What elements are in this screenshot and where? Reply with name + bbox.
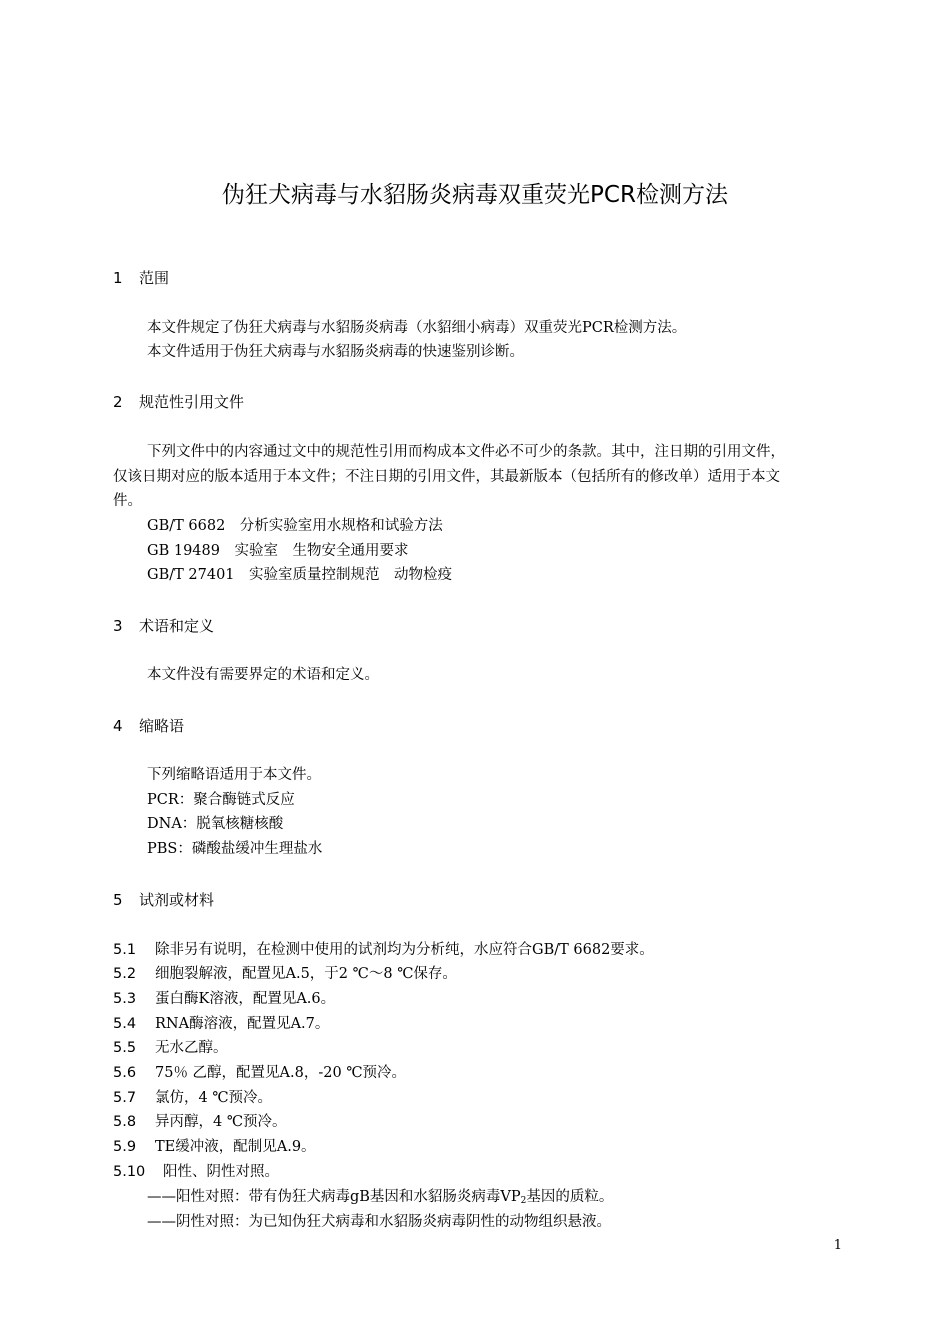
section-title: 缩略语	[139, 717, 185, 735]
list-item	[113, 1136, 316, 1158]
item-text: 蛋白酶K溶液，配置见A.6。	[155, 991, 336, 1007]
list-item	[113, 1087, 272, 1109]
paragraph-line: 仅该日期对应的版本适用于本文件；不注日期的引用文件，其最新版本（包括所有的修改单）适用于本文	[113, 469, 780, 485]
list-item	[113, 939, 654, 961]
item-number: 5.6	[113, 1065, 137, 1081]
item-text: 无水乙醇。	[155, 1040, 228, 1056]
section-5-heading	[113, 889, 214, 911]
item-text: 75％ 乙醇，配置见A.8，-20 ℃预冷。	[155, 1065, 407, 1081]
paragraph-line: 件。	[113, 493, 142, 509]
paragraph: 本文件适用于伪狂犬病毒与水貂肠炎病毒的快速鉴别诊断。	[147, 344, 524, 360]
positive-control	[147, 1186, 613, 1212]
abbreviation-item: DNA：脱氧核糖核酸	[147, 816, 284, 832]
item-number: 5.4	[113, 1016, 137, 1032]
list-item	[113, 1013, 329, 1035]
paragraph: 下列缩略语适用于本文件。	[147, 767, 321, 783]
paragraph: 本文件规定了伪狂犬病毒与水貂肠炎病毒（水貂细小病毒）双重荧光PCR检测方法。	[147, 320, 687, 336]
item-text: 除非另有说明，在检测中使用的试剂均为分析纯，水应符合GB/T 6682要求。	[155, 942, 654, 958]
section-number: 2	[113, 393, 123, 411]
section-title: 术语和定义	[139, 617, 215, 635]
section-title: 范围	[139, 269, 170, 287]
list-item	[113, 1037, 228, 1059]
list-item	[113, 963, 457, 985]
item-text: 细胞裂解液，配置见A.5，于2 ℃～8 ℃保存。	[155, 966, 457, 982]
item-number: 5.2	[113, 966, 137, 982]
item-text: RNA酶溶液，配置见A.7。	[155, 1016, 330, 1032]
abbreviation-item: PCR：聚合酶链式反应	[147, 792, 295, 808]
paragraph: 本文件没有需要界定的术语和定义。	[147, 667, 379, 683]
section-title: 规范性引用文件	[139, 393, 245, 411]
section-2-heading	[113, 391, 244, 413]
section-number: 3	[113, 617, 123, 635]
item-number: 5.1	[113, 942, 137, 958]
item-number: 5.5	[113, 1040, 137, 1056]
reference-item: GB/T 6682 分析实验室用水规格和试验方法	[147, 518, 443, 534]
section-number: 1	[113, 269, 123, 287]
negative-control: ——阴性对照：为已知伪狂犬病毒和水貂肠炎病毒阴性的动物组织悬液。	[147, 1214, 611, 1230]
list-item	[113, 1111, 287, 1133]
list-item	[113, 988, 335, 1010]
item-text: 氯仿，4 ℃预冷。	[155, 1090, 273, 1106]
reference-item: GB 19489 实验室 生物安全通用要求	[147, 543, 409, 559]
section-number: 5	[113, 891, 123, 909]
item-number: 5.8	[113, 1114, 137, 1130]
item-number: 5.3	[113, 991, 137, 1007]
abbreviation-item: PBS：磷酸盐缓冲生理盐水	[147, 841, 323, 857]
section-number: 4	[113, 717, 123, 735]
positive-control-text: ——阳性对照：带有伪狂犬病毒gB基因和水貂肠炎病毒VP	[147, 1189, 521, 1205]
item-number: 5.9	[113, 1139, 137, 1155]
document-title: 伪狂犬病毒与水貂肠炎病毒双重荧光PCR检测方法	[222, 182, 728, 208]
item-text: 异丙醇，4 ℃预冷。	[155, 1114, 287, 1130]
item-text: TE缓冲液，配制见A.9。	[155, 1139, 316, 1155]
item-text: 阳性、阴性对照。	[163, 1164, 279, 1180]
list-item	[113, 1062, 406, 1084]
item-number: 5.10	[113, 1164, 146, 1180]
section-3-heading	[113, 615, 214, 637]
positive-control-text-end: 基因的质粒。	[526, 1189, 614, 1205]
item-number: 5.7	[113, 1090, 137, 1106]
subscript: 2	[520, 1196, 527, 1206]
list-item	[113, 1161, 279, 1183]
page-number: 1	[833, 1238, 842, 1253]
paragraph-line: 下列文件中的内容通过文中的规范性引用而构成本文件必不可少的条款。其中，注日期的引用文件，	[147, 444, 785, 460]
section-title: 试剂或材料	[139, 891, 215, 909]
section-4-heading	[113, 715, 184, 737]
reference-item: GB/T 27401 实验室质量控制规范 动物检疫	[147, 567, 453, 583]
section-1-heading	[113, 267, 169, 289]
